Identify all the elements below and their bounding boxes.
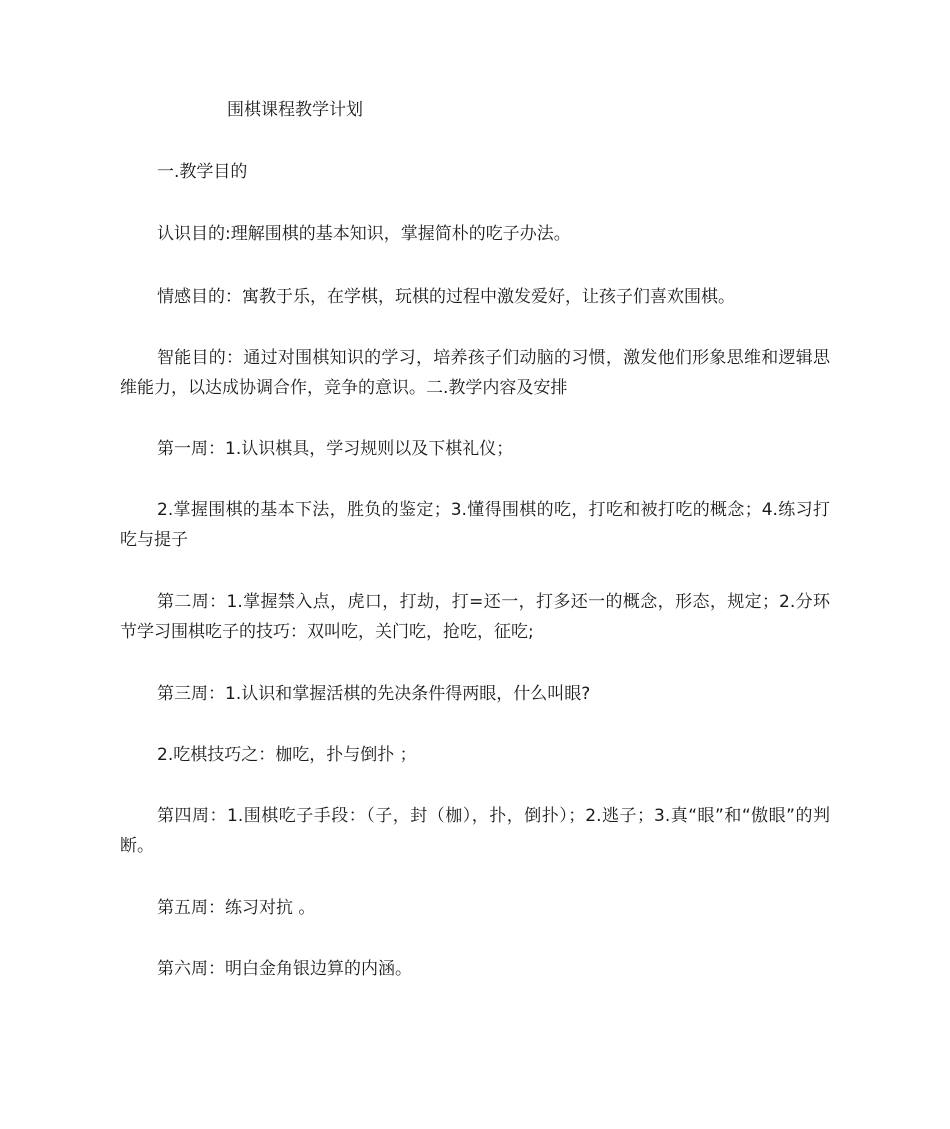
paragraph-week-two: 第二周：1.掌握禁入点，虎口，打劫，打=还一，打多还一的概念，形态，规定；2.分环节学习围棋吃子的技巧：双叫吃，关门吃，抢吃，征吃; — [120, 592, 830, 642]
paragraph-emotional-goal: 情感目的：寓教于乐，在学棋，玩棋的过程中激发爱好，让孩子们喜欢围棋。 — [157, 287, 735, 307]
paragraph-intellectual-goal: 智能目的：通过对围棋知识的学习，培养孩子们动脑的习惯，激发他们形象思维和逻辑思维能力，以达成协调合作，竞争的意识。二.教学内容及安排 — [120, 348, 830, 398]
paragraph-week-six: 第六周：明白金角银边算的内涵。 — [157, 959, 412, 979]
paragraph-week-three-continued: 2.吃棋技巧之：枷吃，扑与倒扑 ； — [157, 745, 417, 765]
paragraph-week-one-continued: 2.掌握围棋的基本下法，胜负的鉴定；3.懂得围棋的吃，打吃和被打吃的概念；4.练习打吃与提子 — [120, 500, 830, 550]
paragraph-week-five: 第五周：练习对抗 。 — [157, 898, 316, 918]
paragraph-week-three: 第三周：1.认识和掌握活棋的先决条件得两眼，什么叫眼? — [157, 684, 591, 704]
paragraph-week-four: 第四周：1.围棋吃子手段：（子，封（枷），扑，倒扑）；2.逃子；3.真“眼”和“傲眼”的判断。 — [120, 806, 830, 856]
document-title: 围棋课程教学计划 — [227, 100, 363, 120]
paragraph-cognitive-goal: 认识目的:理解围棋的基本知识，掌握简朴的吃子办法。 — [157, 224, 571, 244]
paragraph-week-one: 第一周：1.认识棋具，学习规则以及下棋礼仪； — [157, 439, 514, 459]
section-heading-teaching-goals: 一.教学目的 — [157, 162, 248, 182]
